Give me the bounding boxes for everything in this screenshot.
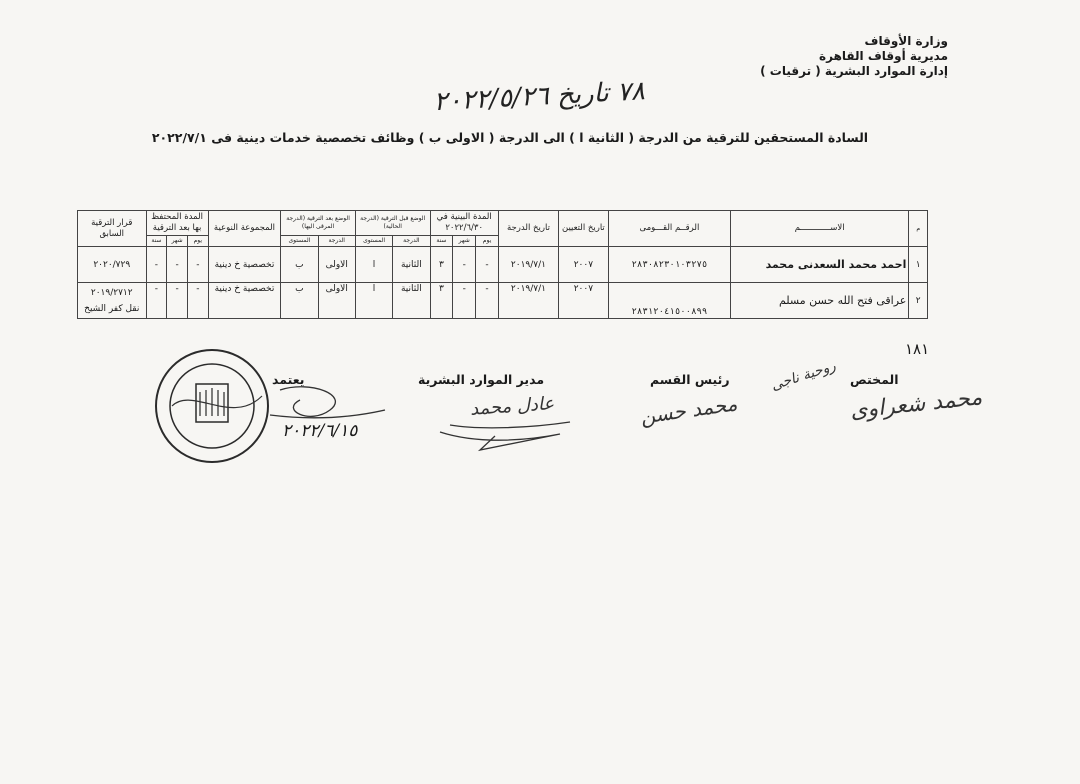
page-number: ١٨١ (905, 340, 930, 358)
employee-name: عراقى فتح الله حسن مسلم (731, 283, 909, 319)
appointment-date: ٢٠٠٧ (559, 283, 609, 319)
approved-label: يعتمد (272, 372, 305, 387)
sub-day: يوم (476, 236, 499, 247)
approval-date: ٢٠٢٢/٦/١٥ (282, 421, 358, 441)
specialist-label: المختص (850, 372, 899, 387)
sub-day: يوم (187, 236, 208, 247)
section-head-label: رئيس القسم (650, 372, 730, 387)
hr-manager-signature: عادل محمد (469, 393, 555, 420)
col-group-header: المجموعة النوعية (208, 211, 281, 247)
after-grade: الاولى (318, 283, 355, 319)
col-appointment-header: تاريخ التعيين (559, 211, 609, 247)
col-national-id-header: الرقــم القـــومى (608, 211, 730, 247)
previous-note: نقل كفر الشيخ (84, 303, 140, 314)
sub-grade: الدرجة (393, 236, 430, 247)
ministry-name: وزارة الأوقاف (864, 34, 948, 48)
interim-year: ٣ (430, 283, 453, 319)
after-level: ب (281, 247, 318, 283)
retained-month: - (167, 283, 188, 319)
grade-date: ٢٠١٩/٧/١ (498, 247, 558, 283)
interim-day: - (476, 247, 499, 283)
grade-date: ٢٠١٩/٧/١ (498, 283, 558, 319)
official-stamp (152, 346, 272, 470)
col-after-header: الوضع بعد الترقية (الدرجة المرقى اليها) (281, 211, 356, 236)
interim-year: ٣ (430, 247, 453, 283)
after-grade: الاولى (318, 247, 355, 283)
sub-grade: الدرجة (318, 236, 355, 247)
col-interim-header: المدة البينية في ٢٠٢٢/٦/٣٠ (430, 211, 498, 236)
col-before-header: الوضع قبل الترقية (الدرجة الحالية) (355, 211, 430, 236)
col-grade-date-header: تاريخ الدرجة (498, 211, 558, 247)
previous-decision: ٢٠٢٠/٧٢٩ (78, 247, 147, 283)
before-grade: الثانية (393, 283, 430, 319)
document-title: السادة المستحقين للترقية من الدرجة ( الثانية ا ) الى الدرجة ( الاولى ب ) وظائف تخصصية خدمات دينية فى ٢٠٢٢/٧/١ (151, 130, 869, 145)
previous-decision-cell (78, 283, 147, 319)
promotion-table (77, 210, 928, 319)
sub-level: المستوى (355, 236, 392, 247)
retained-day: - (187, 247, 208, 283)
interim-day: - (476, 283, 499, 319)
before-grade: الثانية (393, 247, 430, 283)
row-num: ١ (909, 247, 928, 283)
letterhead (760, 34, 948, 79)
employee-name: احمد محمد السعدنى محمد (731, 247, 909, 283)
table-row (78, 247, 928, 283)
col-name-header: الاســــــــــــم (731, 211, 909, 247)
sub-month: شهر (453, 236, 476, 247)
before-level: ا (355, 247, 392, 283)
previous-decision: ٢٠١٩/٢٧١٢ (90, 287, 133, 298)
sub-year: سنة (430, 236, 453, 247)
national-id: ٢٨٣٠٨٢٣٠١٠٣٢٧٥ (608, 247, 730, 283)
retained-month: - (167, 247, 188, 283)
table-header-row (78, 211, 928, 236)
table-row (78, 283, 928, 319)
appointment-date: ٢٠٠٧ (559, 247, 609, 283)
sub-month: شهر (167, 236, 188, 247)
group: تخصصية خ دينية (208, 283, 281, 319)
col-previous-decision-header: قرار الترقية السابق (78, 211, 147, 247)
specialist-signature: محمد شعراوى (849, 385, 984, 424)
retained-year: - (146, 247, 167, 283)
col-num-header: م (909, 211, 928, 247)
row-num: ٢ (909, 283, 928, 319)
retained-year: - (146, 283, 167, 319)
sub-year: سنة (146, 236, 167, 247)
before-level: ا (355, 283, 392, 319)
sub-level: المستوى (281, 236, 318, 247)
hr-manager-label: مدير الموارد البشرية (418, 372, 545, 387)
national-id: ٢٨٣١٢٠٤١٥٠٠٨٩٩ (608, 283, 730, 319)
after-level: ب (281, 283, 318, 319)
interim-month: - (453, 283, 476, 319)
interim-month: - (453, 247, 476, 283)
department-name: إدارة الموارد البشرية ( ترقيات ) (760, 64, 948, 78)
specialist-sub-signature: روحية ناجى (769, 358, 838, 394)
group: تخصصية خ دينية (208, 247, 281, 283)
directorate-name: مديرية أوقاف القاهرة (819, 49, 948, 63)
col-retained-header: المدة المحتفظ بها بعد الترقية (146, 211, 208, 236)
section-head-signature: محمد حسن (638, 391, 739, 429)
handwritten-reference: ٧٨ تاريخ ٢٠٢٢/٥/٢٦ (432, 76, 646, 118)
retained-day: - (187, 283, 208, 319)
